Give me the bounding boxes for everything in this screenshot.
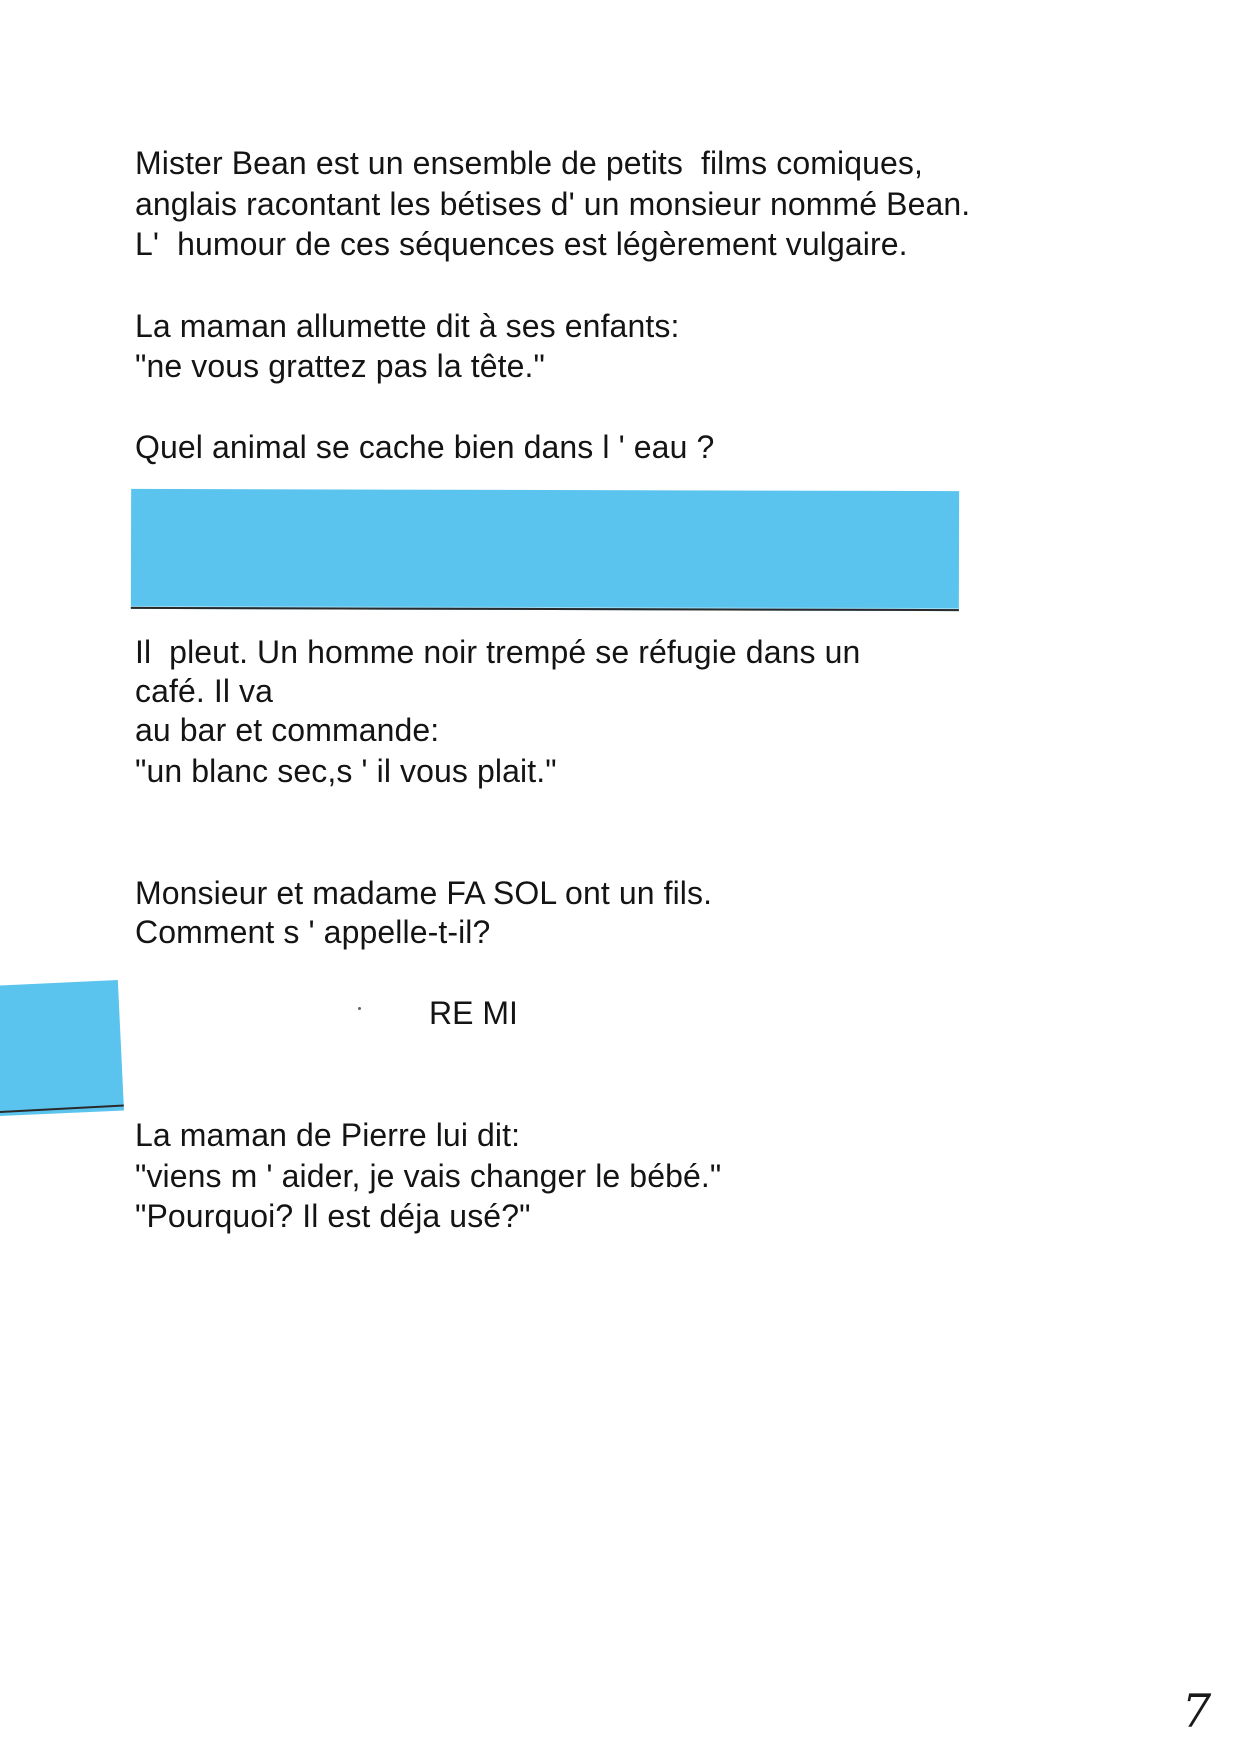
paragraph-2-line-2: "ne vous grattez pas la tête." — [135, 348, 545, 384]
paragraph-6-line-2: "viens m ' aider, je vais changer le bébé." — [135, 1158, 722, 1194]
paragraph-3-line-1: Quel animal se cache bien dans l ' eau ? — [135, 429, 715, 465]
paragraph-6-line-3: "Pourquoi? Il est déja usé?" — [135, 1198, 531, 1234]
paragraph-4-line-3: au bar et commande: — [135, 712, 440, 748]
paragraph-4-line-2: café. Il va — [135, 673, 274, 709]
page-number: 7 — [1182, 1684, 1212, 1738]
sticky-note-tab — [0, 980, 124, 1116]
scan-speck — [358, 1007, 361, 1010]
paragraph-5-line-1: Monsieur et madame FA SOL ont un fils. — [135, 875, 713, 911]
paragraph-2-line-1: La maman allumette dit à ses enfants: — [135, 308, 680, 344]
sticky-note-strip — [131, 489, 959, 611]
paragraph-4-line-1: Il pleut. Un homme noir trempé se réfugie dans un — [135, 634, 861, 670]
paragraph-1-line-2: anglais racontant les bétises d' un monsieur nommé Bean. — [135, 186, 971, 222]
paragraph-6-line-1: La maman de Pierre lui dit: — [135, 1117, 521, 1153]
paragraph-5-answer: RE MI — [429, 995, 518, 1031]
paragraph-1-line-3: L' humour de ces séquences est légèrement vulgaire. — [135, 226, 908, 262]
paragraph-5-line-2: Comment s ' appelle-t-il? — [135, 914, 491, 950]
paragraph-4-line-4: "un blanc sec,s ' il vous plait." — [135, 753, 557, 789]
paragraph-1-line-1: Mister Bean est un ensemble de petits films comiques, — [135, 145, 923, 181]
